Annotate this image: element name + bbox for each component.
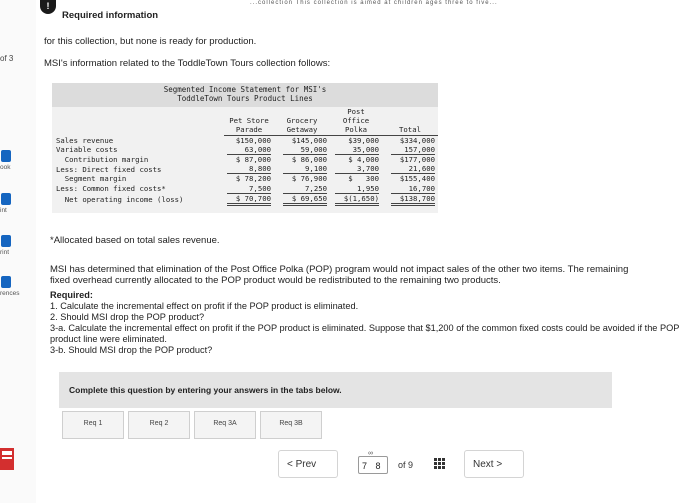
table-cell xyxy=(330,184,382,194)
hint-icon xyxy=(1,193,11,205)
cell-value: 21,600 xyxy=(391,164,435,174)
table-cell xyxy=(382,164,438,174)
row-label: Variable costs xyxy=(56,145,118,155)
cell-value: 7,500 xyxy=(227,184,271,194)
sidebar-item-hint[interactable] xyxy=(0,193,34,214)
column-header: Grocery Getaway xyxy=(274,107,330,136)
table-cell: $ 86,000 xyxy=(291,155,327,165)
table-cell: $ 76,900 xyxy=(291,174,327,184)
sidebar-item-references[interactable] xyxy=(0,276,34,297)
table-row xyxy=(52,145,438,155)
cell-value: $(1,650) xyxy=(335,194,379,206)
row-label: Segment margin xyxy=(56,174,127,184)
cell-value: 1,950 xyxy=(335,184,379,194)
cell-value: 9,100 xyxy=(283,164,327,174)
intro-text-2: MSI's information related to the ToddleTown Tours collection follows: xyxy=(44,58,331,69)
intro-text: for this collection, but none is ready for production. xyxy=(44,36,257,47)
references-icon xyxy=(1,276,11,288)
table-cell xyxy=(224,145,274,155)
table-cell xyxy=(330,194,382,206)
prev-button[interactable]: < Prev xyxy=(278,450,338,478)
table-cell xyxy=(330,164,382,174)
table-row xyxy=(52,136,438,145)
sidebar-page-label: of 3 xyxy=(0,54,14,63)
table-cell xyxy=(274,145,330,155)
table-cell xyxy=(224,194,274,206)
problem-paragraph: MSI has determined that elimination of the Post Office Polka (POP) program would not impact sales of the other two items. The remaining fixed overhead currently allocated to the POP product would be redistributed to the remaining two products. xyxy=(50,264,629,286)
statement-title xyxy=(52,83,438,107)
row-label: Less: Direct fixed costs xyxy=(56,164,162,174)
income-statement xyxy=(52,83,438,213)
table-cell: $39,000 xyxy=(348,135,379,145)
statement-title-line-2: ToddleTown Tours Product Lines xyxy=(177,94,313,103)
statement-title-line-1: Segmented Income Statement for MSI's xyxy=(163,85,327,94)
page-select[interactable] xyxy=(358,456,388,474)
required-title: Required: xyxy=(50,290,93,300)
book-icon xyxy=(1,150,11,162)
tab-req-1[interactable]: Req 1 xyxy=(62,411,124,439)
table-cell xyxy=(274,164,330,174)
sidebar-item-label: rences xyxy=(0,290,20,297)
tab-req-2[interactable]: Req 2 xyxy=(128,411,190,439)
table-row xyxy=(52,174,438,183)
alert-icon: ! xyxy=(40,0,56,14)
table-cell xyxy=(382,145,438,155)
sidebar-item-print[interactable] xyxy=(0,235,34,256)
required-item: 2. Should MSI drop the POP product? xyxy=(50,312,205,322)
table-cell: $ 4,000 xyxy=(348,155,379,165)
tab-req-3a[interactable]: Req 3A xyxy=(194,411,256,439)
table-cell xyxy=(274,184,330,194)
cell-value: $ 69,650 xyxy=(283,194,327,206)
row-label: Net operating income (loss) xyxy=(56,195,184,205)
sidebar-item-label: int xyxy=(0,207,7,214)
next-button[interactable]: Next > xyxy=(464,450,524,478)
table-cell xyxy=(224,184,274,194)
cell-value: 157,000 xyxy=(391,145,435,155)
table-cell xyxy=(330,145,382,155)
table-cell: $ 78,200 xyxy=(235,174,271,184)
cell-value: $138,700 xyxy=(391,194,435,206)
required-section xyxy=(50,290,680,356)
table-cell: $155,400 xyxy=(399,174,435,184)
tab-req-3b[interactable]: Req 3B xyxy=(260,411,322,439)
logo-icon xyxy=(2,451,12,463)
table-row xyxy=(52,155,438,164)
page-count: of 9 xyxy=(398,460,414,470)
mcgraw-hill-logo xyxy=(0,448,14,470)
column-header: Total xyxy=(382,107,438,136)
table-cell: $150,000 xyxy=(235,135,271,145)
grid-icon[interactable] xyxy=(434,458,448,470)
footnote: *Allocated based on total sales revenue. xyxy=(50,235,220,246)
table-row xyxy=(52,164,438,174)
table-cell: $177,000 xyxy=(399,155,435,165)
cell-value: 7,250 xyxy=(283,184,327,194)
table-cell xyxy=(382,184,438,194)
sidebar xyxy=(0,0,36,503)
row-label: Sales revenue xyxy=(56,135,114,145)
table-cell xyxy=(274,194,330,206)
sidebar-item-ebook[interactable] xyxy=(0,150,34,171)
row-label: Contribution margin xyxy=(56,155,149,165)
table-cell xyxy=(382,194,438,206)
cell-value: 3,700 xyxy=(335,164,379,174)
column-header: Pet Store Parade xyxy=(224,107,274,136)
cell-value: 16,700 xyxy=(391,184,435,194)
statement-header-row xyxy=(52,107,438,136)
required-item: 3-b. Should MSI drop the POP product? xyxy=(50,345,213,355)
print-icon xyxy=(1,235,11,247)
column-header: Post Office Polka xyxy=(330,107,382,136)
top-clipped-text: ...collection This collection is aimed at children ages three to five... xyxy=(250,0,498,6)
sidebar-item-label: rint xyxy=(0,249,10,256)
required-item: 1. Calculate the incremental effect on profit if the POP product is eliminated. xyxy=(50,301,359,311)
cell-value: $ 70,700 xyxy=(227,194,271,206)
link-icon: ∞ xyxy=(368,450,373,457)
table-cell: $ 87,000 xyxy=(235,155,271,165)
required-item: 3-a. Calculate the incremental effect on profit if the POP product is eliminated. Suppose that $1,200 of the common fixed costs could be avoided if the POP product line were eliminated. xyxy=(50,323,680,344)
table-row xyxy=(52,194,438,206)
table-cell: $334,000 xyxy=(399,135,435,145)
current-page: 7 xyxy=(362,461,368,471)
section-title: Required information xyxy=(62,10,159,21)
cell-value: 8,800 xyxy=(227,164,271,174)
statement-table xyxy=(52,107,438,206)
table-cell xyxy=(224,164,274,174)
sidebar-item-label: ook xyxy=(0,164,11,171)
table-row xyxy=(52,184,438,194)
row-label: Less: Common fixed costs* xyxy=(56,184,166,194)
cell-value: 35,000 xyxy=(335,145,379,155)
pagination xyxy=(278,450,518,478)
page-suffix: 8 xyxy=(375,461,381,471)
cell-value: 59,000 xyxy=(283,145,327,155)
table-cell: $145,000 xyxy=(291,135,327,145)
instruction-banner: Complete this question by entering your answers in the tabs below. xyxy=(59,372,612,408)
table-cell: $ 300 xyxy=(348,174,379,184)
cell-value: 63,000 xyxy=(227,145,271,155)
